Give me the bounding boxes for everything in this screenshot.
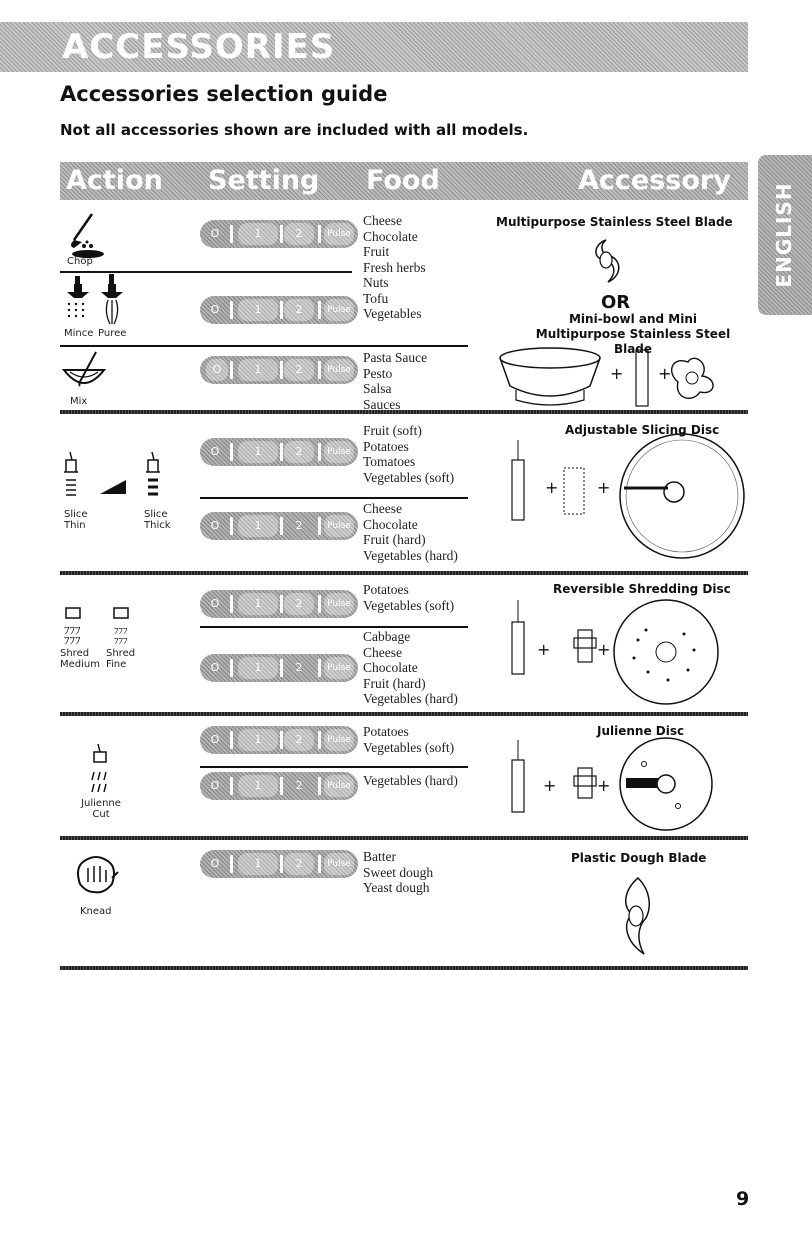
switch-off: O (206, 359, 228, 381)
food-item: Cheese (363, 501, 402, 516)
switch-separator (318, 731, 321, 749)
switch-separator (230, 659, 233, 677)
food-item: Pasta Sauce (363, 350, 428, 365)
mince-icon (64, 276, 94, 318)
action-chop: Chop (67, 256, 93, 267)
switch-separator (318, 517, 321, 535)
food-item: Chocolate (363, 228, 418, 244)
blade-icon (588, 238, 624, 284)
switch-separator (318, 595, 321, 613)
switch-off: O (210, 779, 220, 792)
switch-off: O (210, 227, 220, 240)
switch-low: 1 (238, 657, 278, 679)
switch-high: 2 (284, 223, 314, 245)
slice-icon (60, 450, 180, 506)
switch-off: O (210, 519, 220, 532)
food-item: Vegetables (soft) (363, 739, 455, 755)
switch-separator (280, 225, 283, 243)
action-slice-thin: Slice Thin (64, 509, 88, 531)
speed-switch (200, 726, 358, 754)
food-item: Potatoes (363, 438, 409, 454)
switch-low: 1 (238, 593, 278, 615)
switch-separator (318, 361, 321, 379)
food-item: Vegetables (soft) (363, 597, 455, 613)
mix-icon (60, 352, 110, 398)
action-julienne: Julienne Cut (81, 798, 121, 820)
speed-switch (200, 654, 358, 682)
food-item: Sauces (363, 396, 401, 412)
switch-separator (230, 225, 233, 243)
switch-pulse: Pulse (324, 853, 354, 875)
julienne-icon (90, 744, 130, 796)
food-list (363, 582, 454, 613)
model-note: Not all accessories shown are included with all models. (60, 121, 529, 139)
column-action: Action (66, 165, 163, 196)
plus-sign: + (545, 478, 559, 497)
plus-sign: + (537, 640, 551, 659)
food-list (363, 501, 458, 563)
switch-pulse: Pulse (324, 593, 354, 615)
switch-high: 2 (284, 853, 314, 875)
accessory-julienne-disc: Julienne Disc (597, 724, 685, 738)
sub-divider (200, 626, 468, 628)
food-list (363, 849, 433, 896)
switch-pulse: Pulse (324, 657, 354, 679)
plus-sign: + (543, 776, 557, 795)
or-label: OR (601, 292, 631, 313)
svg-text:ﾌﾌﾌ: ﾌﾌﾌ (114, 637, 128, 647)
action-mince: Mince (64, 328, 94, 339)
food-list (363, 773, 458, 789)
food-item: Fruit (363, 244, 390, 259)
food-item: Fruit (soft) (363, 423, 422, 438)
food-item: Vegetables (363, 306, 422, 321)
switch-separator (280, 777, 283, 795)
column-food: Food (366, 165, 440, 196)
row-divider (60, 571, 748, 575)
plus-sign: + (597, 640, 611, 659)
puree-icon (98, 274, 128, 326)
row-divider (60, 712, 748, 716)
accessory-slicing-disc: Adjustable Slicing Disc (565, 423, 720, 437)
page-number: 9 (736, 1188, 750, 1210)
switch-high: 2 (284, 359, 314, 381)
switch-separator (318, 443, 321, 461)
switch-high: 2 (295, 779, 303, 792)
switch-separator (318, 301, 321, 319)
switch-high: 2 (284, 593, 314, 615)
switch-low: 1 (238, 515, 278, 537)
accessory-shredding-disc: Reversible Shredding Disc (553, 582, 731, 596)
switch-low: 1 (238, 775, 278, 797)
slicing-disc-icon (508, 440, 748, 566)
food-item: Vegetables (soft) (363, 469, 455, 485)
chop-icon (60, 212, 140, 260)
switch-separator (230, 301, 233, 319)
sub-divider (60, 345, 468, 347)
accessory-dough-blade: Plastic Dough Blade (571, 851, 707, 865)
switch-separator (280, 659, 283, 677)
food-list (363, 724, 454, 755)
switch-separator (230, 777, 233, 795)
food-item: Chocolate (363, 516, 418, 532)
action-shred-medium: Shred Medium (60, 648, 100, 670)
speed-switch (200, 220, 358, 248)
food-item: Cheese (363, 213, 402, 228)
switch-separator (280, 855, 283, 873)
food-item: Yeast dough (363, 880, 430, 895)
food-item: Fresh herbs (363, 259, 426, 275)
switch-separator (230, 731, 233, 749)
speed-switch (200, 512, 358, 540)
food-item: Vegetables (hard) (363, 773, 458, 788)
speed-switch (200, 356, 358, 384)
switch-separator (318, 777, 321, 795)
switch-separator (230, 595, 233, 613)
switch-separator (280, 517, 283, 535)
switch-high: 2 (284, 299, 314, 321)
switch-pulse: Pulse (324, 359, 354, 381)
food-item: Vegetables (hard) (363, 691, 458, 706)
switch-separator (280, 301, 283, 319)
julienne-disc-icon (508, 740, 728, 834)
switch-high: 2 (295, 519, 303, 532)
action-shred-fine: Shred Fine (106, 648, 136, 670)
switch-low: 1 (238, 441, 278, 463)
switch-separator (280, 443, 283, 461)
food-item: Cheese (363, 644, 402, 660)
speed-switch (200, 296, 358, 324)
plus-sign: + (597, 478, 611, 497)
switch-off: O (210, 661, 220, 674)
food-item: Potatoes (363, 724, 409, 739)
switch-separator (318, 659, 321, 677)
food-item: Fruit (hard) (363, 675, 426, 691)
switch-off: O (210, 303, 220, 316)
switch-low: 1 (238, 223, 278, 245)
switch-pulse: Pulse (324, 729, 354, 751)
switch-separator (230, 517, 233, 535)
food-list (363, 350, 427, 412)
food-item: Vegetables (hard) (363, 547, 458, 563)
switch-separator (280, 731, 283, 749)
svg-text:ﾌﾌﾌ: ﾌﾌﾌ (114, 627, 128, 637)
sub-divider (200, 766, 468, 768)
switch-off: O (210, 857, 220, 870)
switch-low: 1 (238, 359, 278, 381)
switch-pulse: Pulse (324, 223, 354, 245)
switch-high: 2 (284, 441, 314, 463)
switch-separator (280, 595, 283, 613)
action-puree: Puree (98, 328, 127, 339)
svg-text:ﾌﾌﾌ: ﾌﾌﾌ (64, 624, 81, 637)
food-list (363, 423, 454, 485)
food-item: Potatoes (363, 582, 409, 597)
switch-high: 2 (284, 729, 314, 751)
switch-pulse: Pulse (324, 441, 354, 463)
switch-low: 1 (238, 729, 278, 751)
shred-icon (62, 606, 152, 646)
speed-switch (200, 438, 358, 466)
switch-high: 2 (295, 661, 303, 674)
section-title: ACCESSORIES (62, 27, 336, 67)
speed-switch (200, 772, 358, 800)
switch-off: O (210, 445, 220, 458)
language-tab-label: ENGLISH (772, 182, 796, 288)
plus-sign: + (658, 364, 672, 383)
food-list (363, 629, 458, 707)
switch-pulse: Pulse (324, 515, 354, 537)
switch-pulse: Pulse (324, 299, 354, 321)
switch-separator (230, 855, 233, 873)
food-item: Sweet dough (363, 864, 434, 880)
plus-sign: + (597, 776, 611, 795)
speed-switch (200, 850, 358, 878)
switch-pulse: Pulse (324, 775, 354, 797)
food-item: Batter (363, 849, 396, 864)
switch-low: 1 (238, 853, 278, 875)
sub-divider (200, 497, 468, 499)
switch-off: O (210, 733, 220, 746)
accessory-blade: Multipurpose Stainless Steel Blade (496, 215, 733, 229)
page-heading: Accessories selection guide (60, 82, 388, 106)
plus-sign: + (610, 364, 624, 383)
switch-separator (318, 225, 321, 243)
switch-low: 1 (238, 299, 278, 321)
action-mix: Mix (70, 396, 88, 407)
action-slice-thick: Slice Thick (144, 509, 171, 531)
switch-separator (230, 361, 233, 379)
switch-separator (318, 855, 321, 873)
food-list (363, 213, 426, 322)
speed-switch (200, 590, 358, 618)
sub-divider (60, 271, 352, 273)
row-divider (60, 836, 748, 840)
food-item: Fruit (hard) (363, 532, 426, 547)
column-accessory: Accessory (578, 165, 731, 196)
action-knead: Knead (80, 906, 112, 917)
column-setting: Setting (208, 165, 320, 196)
switch-separator (280, 361, 283, 379)
food-item: Chocolate (363, 660, 418, 675)
food-item: Nuts (363, 275, 389, 290)
accessory-mini-blade: Mini-bowl and Mini Multipurpose Stainless Steel Blade (535, 312, 731, 356)
knead-icon (74, 854, 120, 898)
food-item: Pesto (363, 365, 393, 381)
food-item: Tofu (363, 290, 389, 306)
switch-off: O (210, 597, 220, 610)
food-item: Cabbage (363, 629, 411, 644)
switch-separator (230, 443, 233, 461)
food-item: Tomatoes (363, 454, 416, 469)
food-item: Salsa (363, 381, 392, 396)
svg-text:ﾌﾌﾌ: ﾌﾌﾌ (64, 634, 81, 647)
row-divider (60, 966, 748, 970)
dough-blade-icon (616, 876, 656, 956)
